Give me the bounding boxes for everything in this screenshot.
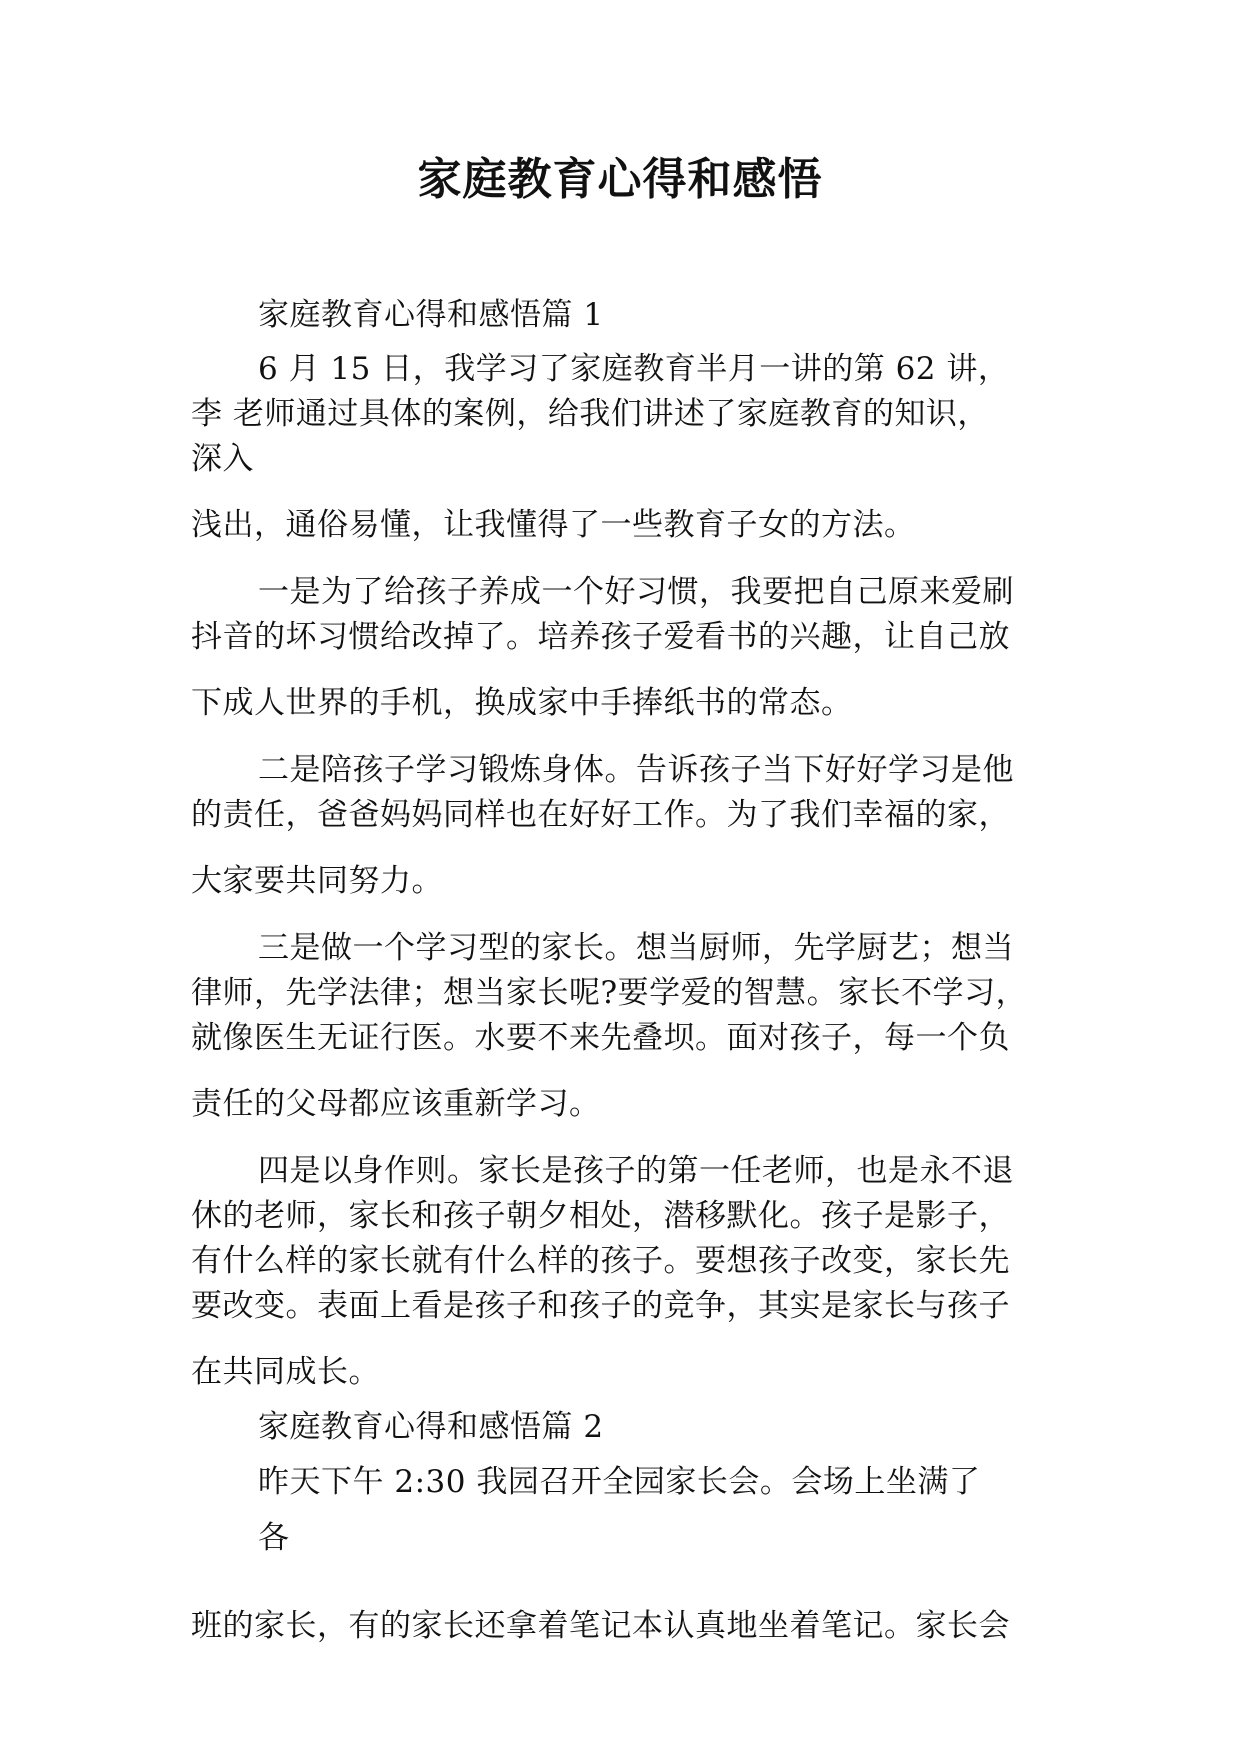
paragraph-line: 下成人世界的手机，换成家中手捧纸书的常态。 [191,685,853,721]
section-heading-1: 家庭教育心得和感悟篇 1 [258,297,604,333]
paragraph-line: 责任的父母都应该重新学习。 [191,1086,601,1122]
paragraph-line: 就像医生无证行医。水要不来先叠坝。面对孩子，每一个负 [191,1020,1010,1056]
paragraph-line: 抖音的坏习惯给改掉了。培养孩子爱看书的兴趣，让自己放 [191,619,1010,655]
section-heading-2: 家庭教育心得和感悟篇 2 [258,1409,604,1445]
paragraph-line: 一是为了给孩子养成一个好习惯，我要把自己原来爱刷 [258,574,1014,610]
paragraph-line: 律师，先学法律；想当家长呢?要学爱的智慧。家长不学习， [191,975,1028,1011]
paragraph-line: 昨天下午 2:30 我园召开全园家长会。会场上坐满了 [258,1464,981,1500]
page-title: 家庭教育心得和感悟 [417,154,823,205]
paragraph-line: 深入 [191,441,254,477]
paragraph-line: 的责任，爸爸妈妈同样也在好好工作。为了我们幸福的家， [191,797,1010,833]
paragraph-line: 要改变。表面上看是孩子和孩子的竞争，其实是家长与孩子 [191,1288,1010,1324]
paragraph-line: 6 月 15 日，我学习了家庭教育半月一讲的第 62 讲， [258,351,1010,387]
paragraph-line: 班的家长，有的家长还拿着笔记本认真地坐着笔记。家长会 [191,1608,1010,1644]
paragraph-line: 二是陪孩子学习锻炼身体。告诉孩子当下好好学习是他 [258,752,1014,788]
paragraph-line: 浅出，通俗易懂，让我懂得了一些教育子女的方法。 [191,507,916,543]
paragraph-line: 在共同成长。 [191,1354,380,1390]
paragraph-line: 三是做一个学习型的家长。想当厨师，先学厨艺；想当 [258,930,1014,966]
paragraph-line: 各 [258,1520,290,1556]
paragraph-line: 有什么样的家长就有什么样的孩子。要想孩子改变，家长先 [191,1243,1010,1279]
paragraph-line: 休的老师，家长和孩子朝夕相处，潜移默化。孩子是影子， [191,1198,1010,1234]
paragraph-line: 大家要共同努力。 [191,863,443,899]
paragraph-line: 四是以身作则。家长是孩子的第一任老师，也是永不退 [258,1153,1014,1189]
paragraph-line: 李 老师通过具体的案例，给我们讲述了家庭教育的知识， [191,396,989,432]
